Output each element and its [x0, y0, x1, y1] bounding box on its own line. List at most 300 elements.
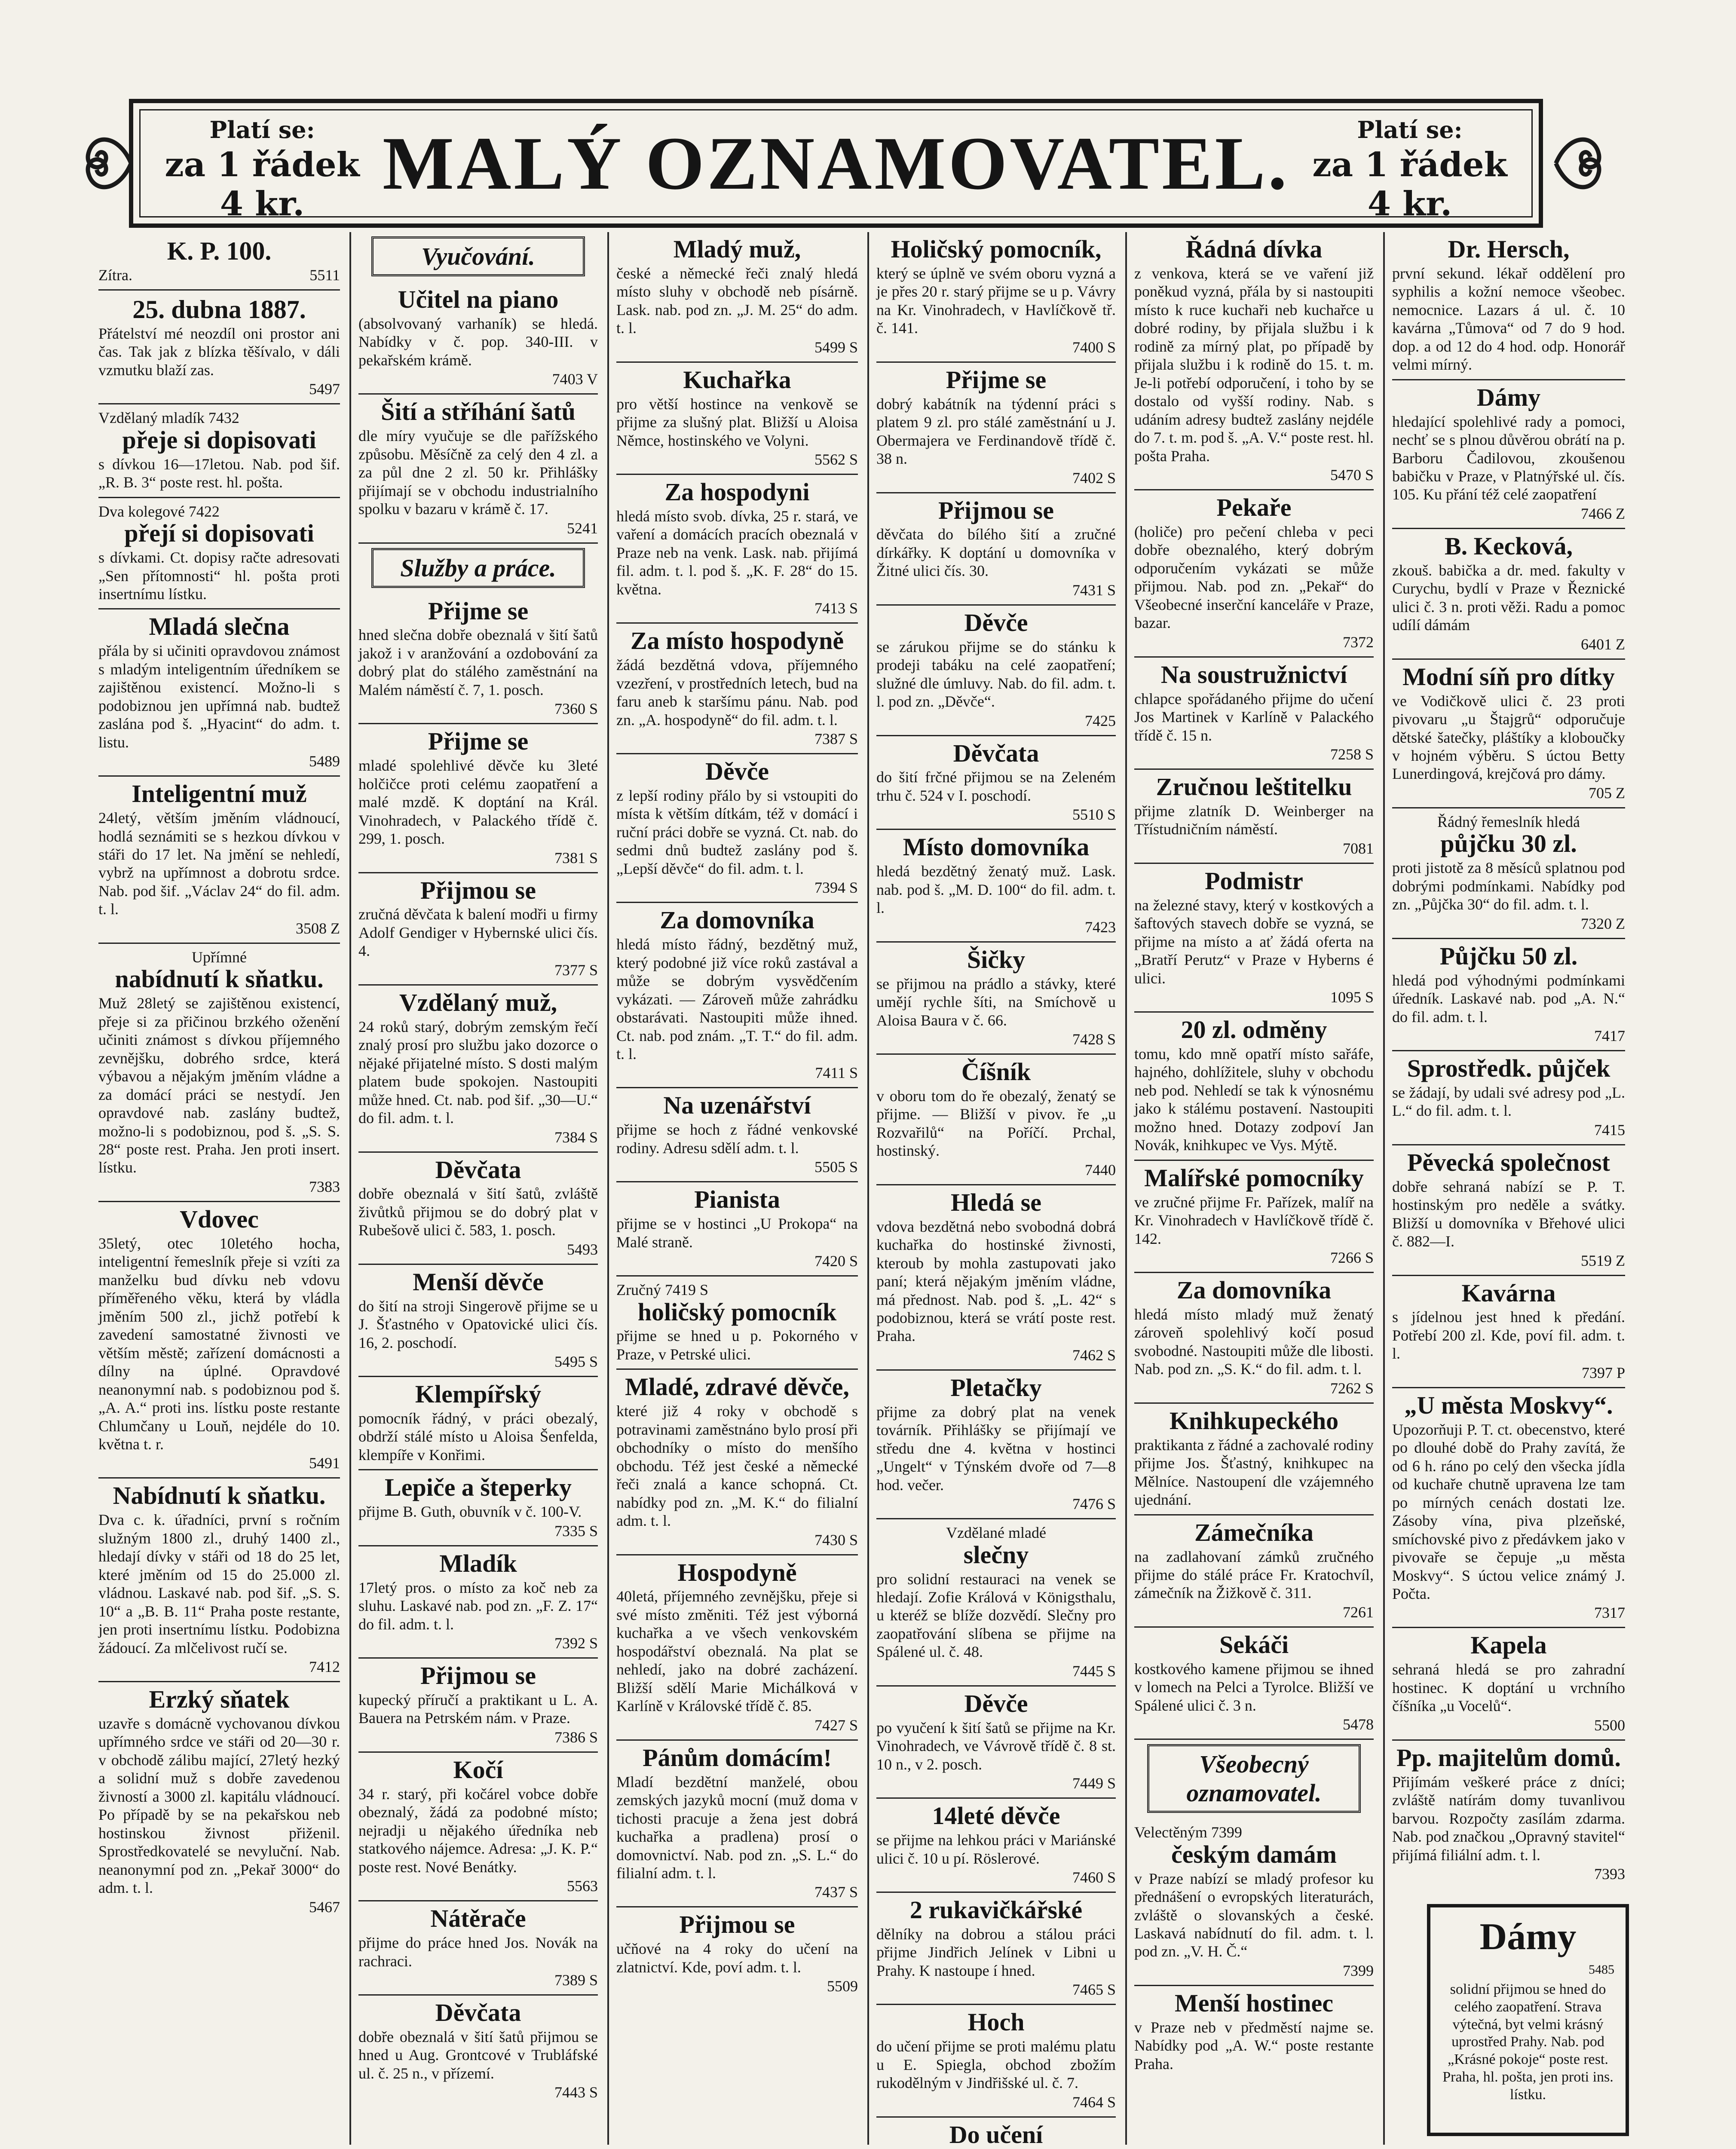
- ad-listing: [876, 493, 1116, 606]
- ad-ref: 7431 S: [1072, 581, 1116, 599]
- ad-ref: 7372: [1343, 633, 1374, 651]
- ad-body: české a německé řeči znalý hledá místo sluhy v obchodě neb písárně. Lask. nab. pod zn. „J. M. 25“ do adm. t. l.: [616, 264, 858, 337]
- ad-ref: 7437 S: [814, 1883, 858, 1901]
- ad-title: Mladík: [439, 1549, 517, 1577]
- ad-ref: 705 Z: [1589, 784, 1625, 802]
- ad-title: půjčku 30 zl.: [1440, 830, 1577, 858]
- ad-title: Menší hostinec: [1175, 1989, 1333, 2017]
- ad-body: hledající spolehlivé rady a pomoci, nechť se s plnou důvěrou obrátí na p. Barboru Čadilovou, zkoušenou babičku v Praze, v Platnýřské ul. čís. 105. Ku přání též celé zaopatření: [1392, 413, 1625, 503]
- column-rule: [867, 232, 869, 2145]
- ad-body: přijme zlatník D. Weinberger na Třístudničním náměstí.: [1134, 802, 1374, 838]
- ad-listing: [876, 363, 1116, 493]
- ad-ref: 7411 S: [815, 1064, 858, 1082]
- column-6: [1386, 232, 1631, 2145]
- ad-ref: 7417: [1594, 1027, 1625, 1044]
- ad-listing: [98, 498, 340, 610]
- newspaper-section-title: MALÝ OZNAMOVATEL.: [383, 122, 1289, 205]
- ad-title: Děvčata: [435, 1998, 521, 2027]
- ad-title: Hoch: [968, 2008, 1025, 2036]
- ad-title: Vdovec: [180, 1205, 259, 1233]
- ad-listing: [1134, 658, 1374, 770]
- ad-title: Na soustružnictví: [1160, 660, 1347, 689]
- ad-listing: [1134, 1273, 1374, 1404]
- ad-ref: 7449 S: [1072, 1775, 1116, 1792]
- ad-listing: [1134, 770, 1374, 864]
- ad-ref: 7413 S: [814, 600, 858, 617]
- ad-title: Místo domovníka: [903, 833, 1090, 861]
- ad-ref: 7412: [309, 1658, 340, 1676]
- ad-title: Přijme se: [428, 597, 529, 625]
- ad-title: Holičský pomocník,: [891, 235, 1102, 263]
- ad-ref: 5493: [567, 1240, 598, 1258]
- ad-ref: 5489: [309, 753, 340, 770]
- column-rule: [1125, 232, 1127, 2145]
- ad-ref: 5467: [309, 1898, 340, 1916]
- ad-listing: [358, 1470, 598, 1546]
- ad-listing: [1134, 1013, 1374, 1161]
- ad-body: přijme se hoch z řádné venkovské rodiny. Adresu sdělí adm. t. l.: [616, 1121, 858, 1157]
- boxed-ad-ref: 5485: [1589, 1962, 1614, 1977]
- ad-body: Mladí bezdětní manželé, obou zemských jazyků mocní (muž doma v tichosti pracuje a žena jest dobrá kuchařka a pradlena) prosí o domovnictví. Nab. pod zn. „S. L.“ do filialní adm. t. l.: [616, 1773, 858, 1882]
- ad-ref: 5563: [567, 1877, 598, 1895]
- ad-ref: 7383: [309, 1178, 340, 1195]
- ad-body: učňové na 4 roky do učení na zlatnictví. Kde, poví adm. t. l.: [616, 1940, 858, 1976]
- boxed-ad-title: Dámy: [1479, 1916, 1577, 1958]
- ad-title: Děvčata: [435, 1155, 521, 1184]
- ad-body: v Praze nabízí se mladý profesor ku přednášení o evropských literaturách, zvláště o slovanských a české. Laskavá nabídnutí do fil. adm. t. l. pod zn. „V. H. Č.“: [1134, 1870, 1374, 1960]
- ad-listing: [1392, 529, 1625, 660]
- ad-body: pro solidní restauraci na venek se hledají. Zofie Králová v Königsthalu, u kteréž se blíže dozvědí. Slečny pro zaopatřování slíbena se přijme na Spálené ul. č. 48.: [876, 1570, 1116, 1661]
- ad-listing: [876, 1185, 1116, 1371]
- ad-ref: 7394 S: [814, 879, 858, 897]
- ad-title: Děvčata: [953, 739, 1039, 767]
- ad-ref: 7320 Z: [1581, 915, 1625, 932]
- ad-body: hned slečna dobře obeznalá v šití šatů jakož i v aranžování a ozdobování za dobrý plat do stálého zaměstnání na Malém náměstí č. 7, 1. posch.: [358, 626, 598, 698]
- ad-line: [98, 266, 340, 284]
- ad-ref: 7466 Z: [1581, 505, 1625, 522]
- column-3: [610, 232, 864, 2145]
- column-2: [352, 232, 604, 2145]
- ad-ref: 5470 S: [1330, 466, 1374, 484]
- ad-ref: 5509: [827, 1978, 858, 1995]
- ad-ref: 7381 S: [554, 849, 598, 866]
- ad-ref: 7258 S: [1330, 746, 1374, 763]
- ad-listing: [358, 395, 598, 543]
- ad-title: Malířské pomocníky: [1144, 1163, 1364, 1192]
- price-right: [1298, 116, 1522, 223]
- ad-listing: [616, 1907, 858, 2000]
- ad-ref: 5491: [309, 1454, 340, 1472]
- ad-listing: [1134, 490, 1374, 658]
- ad-body: přijme do práce hned Jos. Novák na rachraci.: [358, 1934, 598, 1970]
- ad-listing: [1134, 1819, 1374, 1986]
- ad-title: Pekaře: [1216, 493, 1292, 522]
- ad-title: Děvče: [705, 757, 769, 786]
- ad-body: 17letý pros. o místo za koč neb za sluhu. Laskavé nab. pod zn. „F. Z. 17“ do fil. adm. t. l.: [358, 1579, 598, 1633]
- price-right-label: Platí se:: [1357, 116, 1463, 144]
- ad-listing: [1392, 660, 1625, 808]
- ad-body: 35letý, otec 10letého hocha, inteligentní řemeslník přeje si vzíti za manželku bud dívku neb vdovu příměřeného věku, která by vládla jměním 500 zl., jichž potřebí k zavedení samostatné živnosti ve větším městě; zařízení domácnosti a dílny na úplné. Opravdové neanonymní nab. s podobiznou pod š. „A. A.“ proti ins. lístku poste restante Chlumčany u Louň, nejdéle do 10. května t. r.: [98, 1234, 340, 1453]
- ad-title: B. Kecková,: [1444, 532, 1573, 560]
- ad-title: Přijmou se: [679, 1910, 795, 1939]
- ad-title: Pp. majitelům domů.: [1396, 1743, 1621, 1772]
- ad-listing: [358, 1153, 598, 1265]
- ad-listing: [358, 873, 598, 986]
- ad-ref: 5505 S: [814, 1158, 858, 1176]
- ad-listing: [358, 724, 598, 873]
- ad-ref: 5497: [309, 380, 340, 398]
- ad-body: do šití frčné přijmou se na Zeleném trhu č. 524 v I. poschodí.: [876, 768, 1116, 804]
- ad-body: se přijmou na prádlo a stávky, které umějí rychle šíti, na Smíchově u Aloisa Baura v č. 66.: [876, 975, 1116, 1029]
- ad-listing: [876, 736, 1116, 830]
- ad-title: Pěvecká společnost: [1407, 1148, 1610, 1176]
- ad-ref: 5241: [567, 519, 598, 537]
- ad-body: proti jistotě za 8 měsíců splatnou pod dobrými podmínkami. Nabídky pod zn. „Půjčka 30“ do fil. adm. t. l.: [1392, 859, 1625, 913]
- ad-title: Šití a stříhání šatů: [381, 398, 576, 426]
- ad-listing: [1392, 1145, 1625, 1276]
- price-left-label: Platí se:: [209, 116, 315, 144]
- ad-body: s dívkou 16—17letou. Nab. pod šif. „R. B. 3“ poste rest. hl. pošta.: [98, 455, 340, 491]
- ad-ref: 7460 S: [1072, 1869, 1116, 1886]
- ad-body: 34 r. starý, při kočárel vobce dobře obeznalý, žádá za podobné místo; nejradji u nějakého úředníka neb statkového nájemce. Adresa: „J. K. P.“ poste rest. Nové Benátky.: [358, 1785, 598, 1876]
- ad-body: přijme se hned u p. Pokorného v Praze, v Petrské ulici.: [616, 1327, 858, 1363]
- ad-ref: 7335 S: [554, 1522, 598, 1540]
- ad-listing: [1392, 232, 1625, 380]
- ad-ref: 7415: [1594, 1121, 1625, 1139]
- ornament-right-icon: [1552, 125, 1607, 202]
- ad-body: děvčata do bílého šití a zručné dírkářky. K doptání u domovníka v Žitné ulici čís. 30.: [876, 526, 1116, 580]
- ad-listing: [876, 2005, 1116, 2117]
- ad-title: Inteligentní muž: [132, 780, 307, 808]
- ad-title: Na uzenářství: [663, 1091, 811, 1120]
- ad-title: K. P. 100.: [167, 237, 272, 265]
- ad-title: Číšník: [961, 1058, 1031, 1086]
- ad-ref: 7392 S: [554, 1635, 598, 1652]
- ad-listing: [358, 1377, 598, 1470]
- ad-ref: 5510 S: [1072, 806, 1116, 823]
- ad-title: Dr. Hersch,: [1448, 235, 1570, 263]
- ad-body: kostkového kamene přijmou se ihned v lomech na Pelci a Tyrolce. Bližší ve Spálené ulici č. 3 n.: [1134, 1660, 1374, 1714]
- ad-body: přijme za dobrý plat na venek továrník. Přihlášky se přijímají ve středu dne 4. května v hostinci „Ungelt“ v Týnském dvoře od 7—8 hod. večer.: [876, 1403, 1116, 1494]
- ad-title: 25. dubna 1887.: [132, 295, 306, 324]
- ad-title: Lepiče a šteperky: [385, 1473, 572, 1502]
- ad-ref: 7317: [1594, 1604, 1625, 1622]
- ad-ref: 7384 S: [554, 1128, 598, 1146]
- ad-title: Modní síň pro dítky: [1402, 662, 1615, 691]
- ad-title: Přijme se: [946, 365, 1047, 394]
- ad-title: Přijme se: [428, 727, 529, 756]
- ad-body: v Praze neb v předměstí najme se. Nabídky pod „A. W.“ poste restante Praha.: [1134, 2018, 1374, 2072]
- ad-body: ve zručné přijme Fr. Pařízek, malíř na Kr. Vinohradech v Havlíčkově třídě č. 142.: [1134, 1193, 1374, 1247]
- ad-ref: 7403 V: [552, 370, 598, 388]
- column-rule: [349, 232, 351, 2145]
- ad-title: Dámy: [1476, 383, 1541, 411]
- ad-title: Pánům domácím!: [643, 1743, 832, 1772]
- ad-ref: 7266 S: [1330, 1249, 1374, 1267]
- ad-listing: [616, 363, 858, 475]
- ad-listing: [1392, 380, 1625, 529]
- price-left: [150, 116, 374, 223]
- ad-listing: [358, 594, 598, 725]
- ad-ref: 7397 P: [1581, 1364, 1625, 1381]
- ad-listing: [98, 609, 340, 777]
- ad-body: vdova bezdětná nebo svobodná dobrá kuchařka do hostinské živnosti, kteroub by mohla zastupovati jako paní; která nějakým jměním vládne, má přednost. Nab. pod š. „L. 42“ s podobiznou, která se vrátí poste rest. Praha.: [876, 1218, 1116, 1345]
- ad-title: Pletačky: [950, 1373, 1042, 1402]
- ad-subhead: Upřímné: [192, 948, 247, 966]
- ad-ref: 1095 S: [1330, 989, 1374, 1006]
- ad-text: Zítra.: [98, 266, 132, 284]
- ad-ref: 5519 Z: [1581, 1252, 1625, 1269]
- ad-title: Mladá slečna: [149, 612, 290, 641]
- ad-body: dobře sehraná nabízí se P. T. hostinským pro neděle a svátky. Bližší u domovníka v Břehové ulici č. 882—I.: [1392, 1178, 1625, 1250]
- ad-body: se zárukou přijme se do stánku k prodeji tabáku na celé zaopatření; služné dle úmluvy. Nab. do fil. adm. t. l. pod zn. „Děvče“.: [876, 638, 1116, 710]
- ad-listing: [98, 777, 340, 944]
- column-4: [870, 232, 1122, 2145]
- ad-listing: [358, 1996, 598, 2106]
- ad-listing: [1392, 1388, 1625, 1629]
- ad-body: uzavře s domácně vychovanou dívkou upřímného srdce ve stáři od 20—30 r. v obchodě zálibu mající, 27letý hezký a solidní muž s dobře zavedenou živností a 3000 zl. kapitálu vládnoucí. Po případě by se na pekařskou neb hostinskou živnost přiženil. Sprostředkovatelé se nevyluční. Nab. neanonymní pod zn. „Pekař 3000“ do adm. t. l.: [98, 1714, 340, 1897]
- ad-title: 20 zl. odměny: [1181, 1016, 1327, 1044]
- ad-ref: 5500: [1594, 1716, 1625, 1734]
- ad-body: dobře obeznalá v šití šatů, zvláště živůtků přijmou se do dobrý plat v Rubešově ulici č. 583, 1. posch.: [358, 1185, 598, 1239]
- ad-subhead: Vzdělané mladé: [946, 1524, 1046, 1542]
- ad-listing: [1392, 1628, 1625, 1740]
- ad-listing: [98, 404, 340, 498]
- ad-listing: [358, 1753, 598, 1901]
- ad-listing: [358, 1659, 598, 1753]
- ad-ref: 7464 S: [1072, 2093, 1116, 2111]
- ad-body: Přijímám veškeré práce z dníci; zvláště natírám domy tuvanlivou barvou. Rozpočty zasílám zdarma. Nab. pod značkou „Opravný stavitel“ přijímá filiální adm. t. l.: [1392, 1773, 1625, 1864]
- ad-ref: 7423: [1085, 918, 1116, 936]
- ad-title: Za hospodyni: [664, 478, 810, 506]
- ad-subhead: Řádný řemeslník hledá: [1437, 813, 1580, 830]
- ad-title: Šičky: [967, 945, 1026, 973]
- ad-body: kupecký příručí a praktikant u L. A. Bauera na Petrském nám. v Praze.: [358, 1691, 598, 1727]
- ad-listing: [1134, 1404, 1374, 1515]
- ad-title: Zručnou leštitelku: [1156, 773, 1352, 801]
- ad-body: hledá místo mladý muž ženatý zároveň spolehlivý kočí posud svobodné. Nastoupiti může dle libosti. Nab. pod zn. „S. K.“ do fil. adm. t. l.: [1134, 1306, 1374, 1378]
- ad-body: po vyučení k šití šatů se přijme na Kr. Vinohradech, ve Vávrově třídě č. 8 st. 10 n., v 2. posch.: [876, 1719, 1116, 1773]
- ad-ref: 7425: [1085, 712, 1116, 729]
- column-1: [92, 232, 346, 2145]
- ad-body: dělníky na dobrou a stálou práci přijme Jindřich Jelínek v Libni u Prahy. K nastoupe í hned.: [876, 1925, 1116, 1979]
- ad-title: Vzdělaný muž,: [399, 988, 557, 1016]
- ad-title: Zámečníka: [1194, 1518, 1314, 1546]
- ad-body: Přátelství mé neozdíl oni prostor ani čas. Tak jak z blízka těšívalo, v dáli vzmutku blaží zas.: [98, 325, 340, 379]
- ad-listing: [1134, 1628, 1374, 1740]
- ad-listing: [358, 986, 598, 1153]
- ad-listing: [1392, 1741, 1625, 1888]
- ad-ref: 3508 Z: [296, 919, 340, 937]
- ad-body: chlapce spořádaného přijme do učení Jos Martinek v Karlíně v Palackého třídě č. 15 n.: [1134, 690, 1374, 744]
- ad-listing: [358, 282, 598, 395]
- ad-body: které již 4 roky v obchodě s potravinami zaměstnáno bylo prosí při obchodníky o místo do menšího obchodu. Též jest české a německé řeči znalá a kance schopná. Ct. nabídky pod zn. „M. K.“ do filialní adm. t. l.: [616, 1402, 858, 1530]
- ad-body: mladé spolehlivé děvče ku 3leté holčičce proti celému zaopatření a malé mzdě. K doptání na Král. Vinohradech, v Palackého třídě č. 299, 1. posch.: [358, 757, 598, 848]
- price-left-value: za 1 řádek 4 kr.: [165, 145, 360, 223]
- price-right-value: za 1 řádek 4 kr.: [1312, 145, 1507, 223]
- ad-subhead: Velectěným 7399: [1134, 1824, 1242, 1841]
- ad-title: českým damám: [1171, 1840, 1337, 1868]
- ad-title: Nabídnutí k sňatku.: [113, 1482, 326, 1510]
- ad-listing: [1134, 1161, 1374, 1273]
- ad-listing: [616, 1182, 858, 1277]
- ad-listing: [358, 1901, 598, 1996]
- ad-body: do učení přijme se proti malému platu u E. Spiegla, obchod zbožím rukodělným v Jindřišské ul. č. 7.: [876, 2038, 1116, 2092]
- ad-title: Za místo hospodyně: [630, 627, 844, 655]
- ad-title: Mladé, zdravé děvče,: [625, 1373, 849, 1401]
- ad-title: Klempířský: [415, 1380, 542, 1408]
- ad-listing: [1134, 864, 1374, 1013]
- ad-body: přála by si učiniti opravdovou známost s mladým inteligentním úředníkem se zajištěnou existencí. Možno-li s podobiznou jen upřímná nab. budtež zaslána pod š. „Hyacint“ do adm. t. listu.: [98, 642, 340, 751]
- ad-title: Přijmou se: [420, 876, 536, 904]
- ad-listing: [876, 232, 1116, 363]
- ad-ref: 7445 S: [1072, 1662, 1116, 1680]
- ad-ref: 7427 S: [814, 1716, 858, 1734]
- ad-ref: 7377 S: [554, 961, 598, 979]
- ad-body: Dva c. k. úřadníci, první s ročním služným 1800 zl., druhý 1400 zl., hledají dívky v stáři od 18 do 25 let, které jměním od 15 do 25.000 zl. vládnou. Laskavé nab. pod šif. „S. S. 10“ a „B. B. 11“ Praha poste restante, jen proti insertnímu lístku. Podobizna žádoucí. Za mlčelivost ručí se.: [98, 1511, 340, 1656]
- ad-ref: 7476 S: [1072, 1495, 1116, 1513]
- ad-title: Kočí: [453, 1755, 503, 1784]
- ad-body: pro větší hostince na venkově se přijme za slušný plat. Bližší u Aloisa Němce, hostinského ve Volyni.: [616, 395, 858, 449]
- ad-title: Sprostředk. půjček: [1407, 1054, 1610, 1082]
- ad-subhead: Zručný 7419 S: [616, 1281, 708, 1299]
- ad-title: Půjčku 50 zl.: [1439, 942, 1578, 970]
- ad-listing: [616, 1741, 858, 1908]
- ad-body: zručná děvčata k balení modři u firmy Adolf Gendiger v Hybernské ulici čís. 4.: [358, 906, 598, 960]
- ad-body: sehraná hledá se pro zahradní hostinec. K doptání u vrchního číšníka „u Vocelů“.: [1392, 1661, 1625, 1715]
- ad-listing: [616, 232, 858, 363]
- ad-body: do šití na stroji Singerově přijme se u J. Šťastného v Opatovické ulici čís. 16, 2. poschodí.: [358, 1297, 598, 1351]
- ad-title: Do učení: [949, 2120, 1043, 2145]
- ad-title: Kuchařka: [683, 365, 791, 394]
- ad-title: „U města Moskvy“.: [1404, 1391, 1613, 1419]
- ad-title: Podmistr: [1205, 866, 1303, 895]
- ad-ref: 5499 S: [814, 338, 858, 356]
- ad-ref: 7465 S: [1072, 1981, 1116, 1999]
- ad-listing: [1134, 1515, 1374, 1628]
- ad-listing: [616, 903, 858, 1088]
- ad-body: na železné stavy, který v kostkových a šaftových stavech dobře se vyzná, se přijme na místo a ať žádá oferta na „Bratří Perutz“ v Praze v Hyberns é ulici.: [1134, 896, 1374, 987]
- ad-body: přijme se v hostinci „U Prokopa“ na Malé straně.: [616, 1215, 858, 1251]
- ornament-left-icon: [80, 125, 135, 202]
- ad-ref: 7400 S: [1072, 338, 1116, 356]
- ad-title: Kapela: [1470, 1631, 1547, 1659]
- column-5: [1128, 232, 1380, 2145]
- ad-title: Hledá se: [950, 1188, 1042, 1216]
- ad-ref: 7387 S: [814, 730, 858, 748]
- ad-ref: 7443 S: [554, 2084, 598, 2101]
- ad-listing: [876, 1519, 1116, 1687]
- ad-title: Sekáči: [1219, 1630, 1289, 1659]
- ad-listing: [616, 1370, 858, 1555]
- ad-title: Menší děvče: [413, 1267, 544, 1296]
- ad-ref: 7081: [1343, 839, 1374, 857]
- ad-title: Přijmou se: [420, 1662, 536, 1690]
- ad-ref: 7440: [1085, 1161, 1116, 1179]
- ad-body: žádá bezdětná vdova, příjemného vzezření, v prostředních letech, bud na faru aneb k staršímu pánu. Nab. pod zn. „A. hospodyně“ do fil. adm. t. l.: [616, 656, 858, 729]
- ad-ref: 7430 S: [814, 1531, 858, 1549]
- ad-body: zkouš. babička a dr. med. fakulty v Curychu, bydlí v Praze v Řeznické ulici č. 3 n. proti věži. Radu a pomoc udílí dámám: [1392, 561, 1625, 634]
- ad-title: Pianista: [694, 1185, 780, 1214]
- ad-body: dobrý kabátník na týdenní práci s platem 9 zl. pro stálé zaměstnání u J. Obermajera ve Ferdinandově třídě č. 38 n.: [876, 395, 1116, 468]
- ad-title: Hospodyně: [677, 1558, 797, 1586]
- ad-listing: [1392, 939, 1625, 1051]
- ad-ref: 7399: [1343, 1962, 1374, 1979]
- ad-ref: 7402 S: [1072, 469, 1116, 487]
- ad-listing: [616, 475, 858, 624]
- ad-ref: 7261: [1343, 1603, 1374, 1621]
- ad-ref: 6401 Z: [1581, 635, 1625, 653]
- ad-date: [98, 291, 340, 404]
- ad-body: se žádají, by udali své adresy pod „L. L.“ do fil. adm. t. l.: [1392, 1084, 1625, 1120]
- ad-ref: 7389 S: [554, 1971, 598, 1989]
- ad-ref: 5562 S: [814, 451, 858, 468]
- ad-body: (holiče) pro pečení chleba v peci dobře obeznalého, který dobrým odporučením vykázati se může přijmou. Nab. pod zn. „Pekař“ do Všeobecné inserční kanceláře v Praze, bazar.: [1134, 523, 1374, 632]
- ad-title: Erzký sňatek: [149, 1685, 290, 1714]
- ad-title: Mladý muž,: [673, 235, 801, 263]
- ad-body: s dívkami. Ct. dopisy račte adresovati „Sen přítomnosti“ hl. pošta proti insertnímu lístku.: [98, 549, 340, 603]
- ad-ref: 7262 S: [1330, 1379, 1374, 1397]
- ad-ref: 7462 S: [1072, 1346, 1116, 1364]
- ad-title: Děvče: [964, 608, 1028, 637]
- ad-body: hledá místo svob. dívka, 25 r. stará, ve vaření a domácích pracích obeznalá v Praze neb na venk. Lask. nab. přijímá fil. adm. t. l. pod š. „K. F. 28“ do 15. května.: [616, 507, 858, 598]
- ad-listing: [358, 1546, 598, 1659]
- ad-listing: [1134, 232, 1374, 490]
- ad-body: 24letý, větším jměním vládnoucí, hodlá seznámiti se s hezkou dívkou v stáři do 17 let. Na jmění se nehledí, vybrž na upřímnost a dobrotu srdce. Nab. pod šif. „Václav 24“ do fil. adm. t. l.: [98, 809, 340, 918]
- ad-title: Za domovníka: [660, 906, 814, 934]
- ad-body: s jídelnou jest hned k předání. Potřebí 200 zl. Kde, poví fil. adm. t. l.: [1392, 1308, 1625, 1362]
- section-heading-sluzby: Služby a práce.: [371, 548, 585, 588]
- ad-title: Za domovníka: [1176, 1276, 1332, 1304]
- ad-listing: [876, 943, 1116, 1055]
- ad-title: přejí si dopisovati: [124, 519, 314, 548]
- ad-listing: [876, 2118, 1116, 2145]
- ad-title: Kavárna: [1461, 1279, 1556, 1307]
- ad-title: přeje si dopisovati: [122, 426, 316, 454]
- ad-body: z lepší rodiny přálo by si vstoupiti do místa k větším dítkám, též v domácí i ruční práci dobře se vyzná. Ct. nab. do sedmi dnů budtež zaslány pod š. „Lepší děvče“ do fil. adm. t. l.: [616, 787, 858, 877]
- ad-listing: [876, 1055, 1116, 1185]
- ad-kp: [98, 232, 340, 291]
- ad-body: hledá místo řádný, bezdětný muž, který podobné již více roků zastával a může se dobrým vysvědčením vykázati. — Zároveň může zahrádku obstarávati. Nastoupiti může ihned. Ct. nab. pod znám. „T. T.“ do fil. adm. t. l.: [616, 936, 858, 1062]
- ad-body: hledá bezdětný ženatý muž. Lask. nab. pod š. „M. D. 100“ do fil. adm. t. l.: [876, 863, 1116, 917]
- ad-body: hledá pod výhodnými podmínkami úředník. Laskavé nab. pod „A. N.“ do fil. adm. t. l.: [1392, 971, 1625, 1026]
- ad-listing: [1134, 1986, 1374, 2078]
- ad-ref: 5478: [1343, 1716, 1374, 1733]
- ad-ref: 7360 S: [554, 700, 598, 718]
- ad-title: 2 rukavičkářské: [909, 1896, 1083, 1924]
- column-rule: [607, 232, 609, 2145]
- ad-listing: [98, 944, 340, 1202]
- ad-listing: [1392, 1276, 1625, 1388]
- ad-body: přijme B. Guth, obuvník v č. 100-V.: [358, 1503, 582, 1521]
- ad-body: 40letá, příjemného zevnějšku, přeje si své místo změniti. Též jest výborná kuchařka a ve všech venkovském hospodářství obeznalá. Na plat se nehledí, jako na dobré zacházení. Bližší sdělí Marie Michálková v Karlíně v Královské třídě č. 85.: [616, 1588, 858, 1715]
- ad-listing: [876, 1687, 1116, 1799]
- boxed-ad-body: solidní přijmou se hned do celého zaopatření. Strava výtečná, byt velmi krásný uprostřed Prahy. Nab. pod „Krásné pokoje“ poste rest. Praha, hl. pošta, jen proti ins. lístku.: [1442, 1981, 1614, 2103]
- ad-body: praktikanta z řádné a zachovalé rodiny přijme Jos. Šťastný, knihkupec na Mělníce. Nastoupení dle vzájemného ujednání.: [1134, 1436, 1374, 1509]
- ad-body: z venkova, která se ve vaření již poněkud vyzná, přála by si nastoupiti místo k ruce kuchaři neb kuchařce u dobré rodiny, by přijala službu i k rodině za mírný plat, po případě by přijala službu i k rodině do 15. t. m. Je-li potřebí odporučení, i toho by se dostalo od vyšší rodiny. Nab. s udáním adresy budtež zaslány nejdéle do 7. t. m. pod š. „A. V.“ poste rest. hl. pošta Praha.: [1134, 264, 1374, 465]
- ad-title: Učitel na piano: [398, 285, 559, 313]
- ad-body: 24 roků starý, dobrým zemským řečí znalý prosí pro službu jako dozorce o nějaké přijatelné místo. S dosti malým platem bude spokojen. Nastoupiti může hned. Ct. nab. pod šif. „30—U.“ do fil. adm. t. l.: [358, 1018, 598, 1127]
- ad-title: Řádná dívka: [1185, 235, 1323, 263]
- ad-title: Přijmou se: [938, 496, 1054, 524]
- ad-listing: [1392, 808, 1625, 939]
- ad-subhead: Vzdělaný mladík 7432: [98, 409, 239, 427]
- ad-ref: 7428 S: [1072, 1031, 1116, 1048]
- section-heading-vseobecny: [1147, 1744, 1361, 1813]
- ad-title: holičský pomocník: [637, 1298, 837, 1326]
- section-heading-line: oznamovatel.: [1186, 1779, 1322, 1807]
- ad-listing: [616, 1088, 858, 1182]
